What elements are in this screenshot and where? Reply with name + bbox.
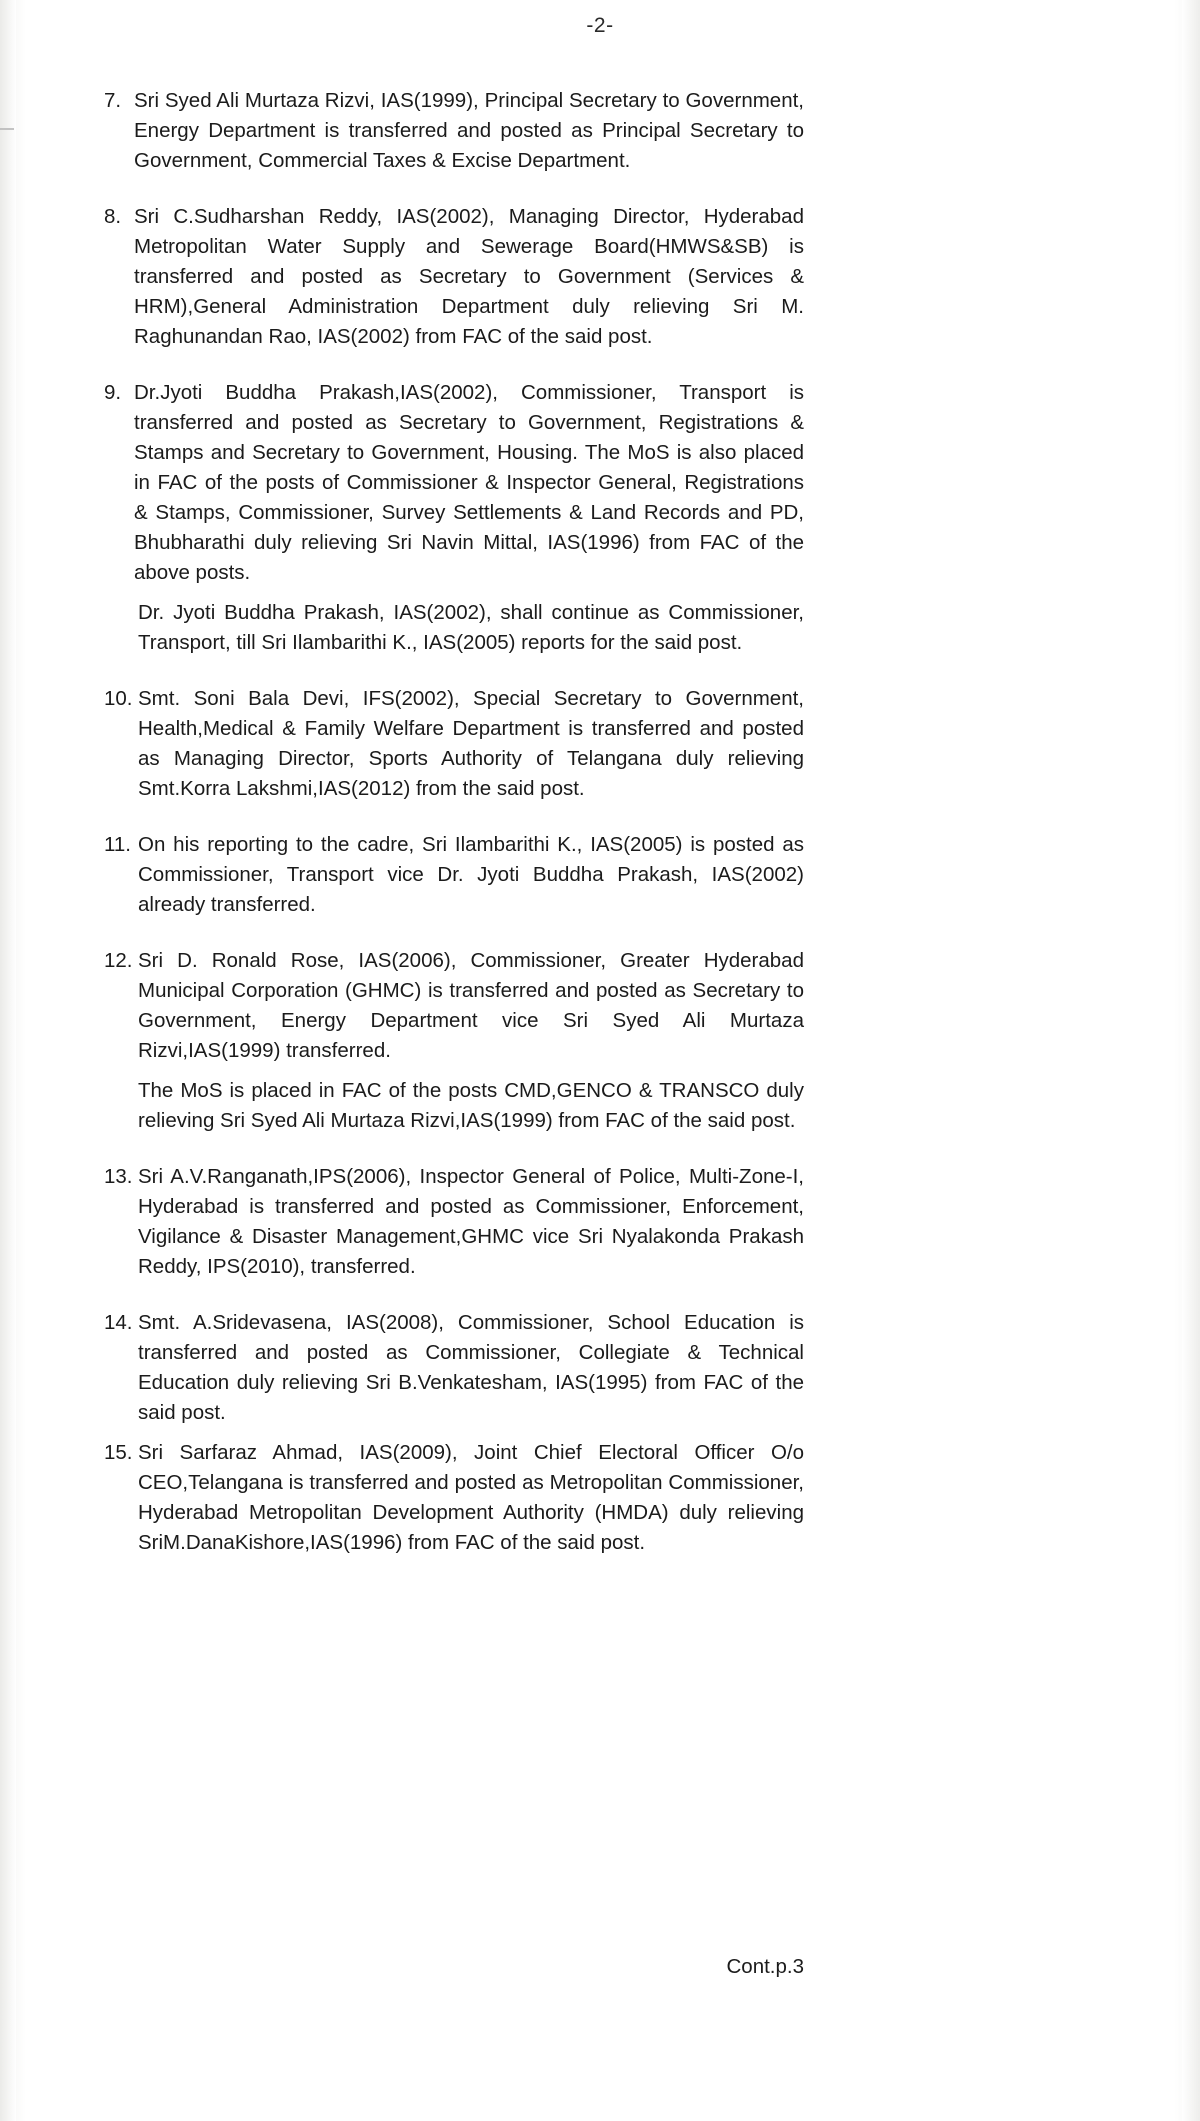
item-text: Sri C.Sudharshan Reddy, IAS(2002), Managing Director, Hyderabad Metropolitan Water Supply and Sewerage Board(HMWS&SB) is transferred and posted as Secretary to Government (Services & HRM),General Administration Department duly relieving Sri M. Raghunandan Rao, IAS(2002) from FAC of the said post. <box>134 205 804 348</box>
item-marker: 11. <box>104 833 131 856</box>
item-marker: 13. <box>104 1165 133 1188</box>
scan-artifact-mark <box>0 128 14 130</box>
item-marker: 9. <box>104 381 122 404</box>
list-item <box>104 202 804 352</box>
sub-paragraph: The MoS is placed in FAC of the posts CMD,GENCO & TRANSCO duly relieving Sri Syed Ali Murtaza Rizvi,IAS(1999) from FAC of the said post. <box>138 1079 804 1132</box>
list-item <box>104 1162 804 1282</box>
footer-continuation-note: Cont.p.3 <box>726 1955 804 1978</box>
item-text: Sri Sarfaraz Ahmad, IAS(2009), Joint Chief Electoral Officer O/o CEO,Telangana is transferred and posted as Metropolitan Commissioner, Hyderabad Metropolitan Development Authority (HMDA) duly relieving SriM.DanaKishore,IAS(1996) from FAC of the said post. <box>138 1441 804 1554</box>
scan-edge-left <box>0 0 16 2121</box>
document-body <box>104 86 804 1584</box>
list-item <box>104 684 804 804</box>
item-text: Smt. Soni Bala Devi, IFS(2002), Special Secretary to Government, Health,Medical & Family Welfare Department is transferred and posted as Managing Director, Sports Authority of Telangana duly relieving Smt.Korra Lakshmi,IAS(2012) from the said post. <box>138 687 804 800</box>
item-marker: 7. <box>104 89 122 112</box>
list-item <box>104 1438 804 1558</box>
page-number: -2- <box>586 14 614 37</box>
item-marker: 12. <box>104 949 133 972</box>
list-item <box>104 1308 804 1428</box>
sub-paragraph: Dr. Jyoti Buddha Prakash, IAS(2002), shall continue as Commissioner, Transport, till Sri Ilambarithi K., IAS(2005) reports for the said post. <box>138 601 804 654</box>
item-text: Sri A.V.Ranganath,IPS(2006), Inspector General of Police, Multi-Zone-I, Hyderabad is transferred and posted as Commissioner, Enforcement, Vigilance & Disaster Management,GHMC vice Sri Nyalakonda Prakash Reddy, IPS(2010), transferred. <box>138 1165 804 1278</box>
item-marker: 15. <box>104 1441 133 1464</box>
list-item <box>104 946 804 1066</box>
item-marker: 14. <box>104 1311 133 1334</box>
item-text: Sri D. Ronald Rose, IAS(2006), Commissioner, Greater Hyderabad Municipal Corporation (GHMC) is transferred and posted as Secretary to Government, Energy Department vice Sri Syed Ali Murtaza Rizvi,IAS(1999) transferred. <box>138 949 804 1062</box>
item-marker: 8. <box>104 205 122 228</box>
item-text: On his reporting to the cadre, Sri Ilambarithi K., IAS(2005) is posted as Commissioner, Transport vice Dr. Jyoti Buddha Prakash, IAS(2002) already transferred. <box>138 833 804 916</box>
list-item <box>104 378 804 588</box>
list-item <box>104 830 804 920</box>
item-text: Dr.Jyoti Buddha Prakash,IAS(2002), Commissioner, Transport is transferred and posted as Secretary to Government, Registrations & Stamps and Secretary to Government, Housing. The MoS is also placed in FAC of the posts of Commissioner & Inspector General, Registrations & Stamps, Commissioner, Survey Settlements & Land Records and PD, Bhubharathi duly relieving Sri Navin Mittal, IAS(1996) from FAC of the above posts. <box>134 381 804 584</box>
item-marker: 10. <box>104 687 133 710</box>
item-text: Smt. A.Sridevasena, IAS(2008), Commissioner, School Education is transferred and posted as Commissioner, Collegiate & Technical Education duly relieving Sri B.Venkatesham, IAS(1995) from FAC of the said post. <box>138 1311 804 1424</box>
scan-edge-right <box>1182 0 1200 2121</box>
item-text: Sri Syed Ali Murtaza Rizvi, IAS(1999), Principal Secretary to Government, Energy Department is transferred and posted as Principal Secretary to Government, Commercial Taxes & Excise Department. <box>134 89 804 172</box>
list-item <box>104 86 804 176</box>
